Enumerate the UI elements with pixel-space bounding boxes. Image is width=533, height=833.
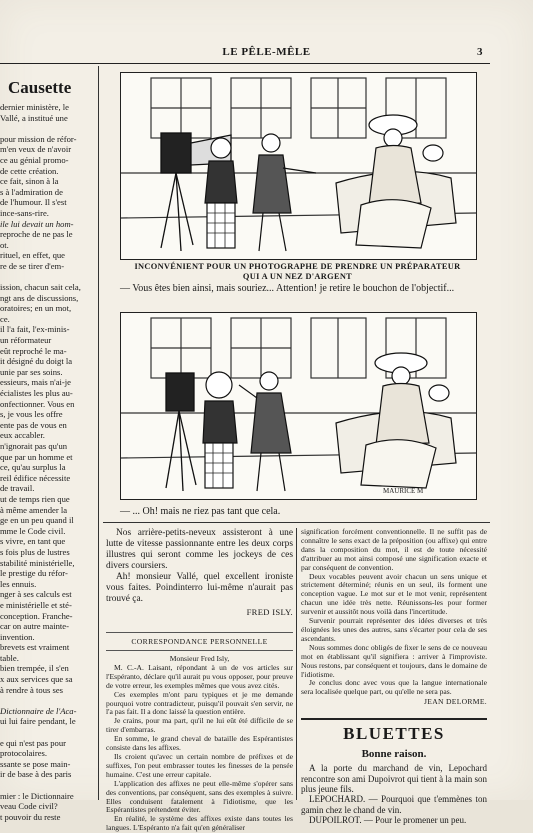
journal-title: LE PÊLE-MÊLE xyxy=(222,46,311,58)
left-column-line: ut de temps rien que xyxy=(0,493,70,504)
left-column-line: reil édifice nécessite xyxy=(0,472,71,483)
caption-title-line-1: INCONVÉNIENT POUR UN PHOTOGRAPHE DE PRENDRE UN PRÉPARATEUR xyxy=(134,262,461,271)
left-column-line: ente pas de vous en xyxy=(0,419,67,430)
left-column-line: à même amender la xyxy=(0,504,68,515)
left-column-line: ssante se pose main- xyxy=(0,758,71,769)
left-column-line: dernier ministère, le xyxy=(0,102,69,112)
left-column-line: ge en un peu quand il xyxy=(0,515,74,526)
bluettes-heading: BLUETTES xyxy=(301,718,487,744)
left-column-line: bien trempée, il s'en xyxy=(0,663,69,674)
left-column-line: e qui n'est pas pour xyxy=(0,737,66,748)
left-column-line xyxy=(0,272,95,283)
left-column-line: un réformateur xyxy=(0,335,52,346)
left-column-line: ngt ans de discussions, xyxy=(0,292,79,303)
article-ending-2: Ah! monsieur Vallé, quel excellent ironiste vous faites. Poindinterro lui-même n'aurait pas trouvé ça. xyxy=(106,572,293,604)
left-column-line: s, je vous les offre xyxy=(0,409,63,420)
left-column-line: écialistes les plus au- xyxy=(0,388,73,399)
caption-title-line-2: QUI A UN NEZ D'ARGENT xyxy=(242,272,353,281)
left-column-line xyxy=(0,727,95,738)
page-number: 3 xyxy=(477,46,483,58)
left-column-line: ile lui devait un hom- xyxy=(0,218,74,229)
left-column-line: s vivre, en tant que xyxy=(0,536,66,547)
left-column-line: ce fait, sinon à la xyxy=(0,176,59,187)
left-column-line: n'ignorait pas qu'un xyxy=(0,441,68,451)
left-column-line: ince-sans-rire. xyxy=(0,207,49,218)
article-ending-1: Nos arrière-petits-neveux assisteront à une lutte de vitesse passionnante entre les deux corps illustres qui seront comme les jockeys de ces divers coursiers. xyxy=(106,528,293,571)
left-column xyxy=(0,68,95,822)
left-column-line: à rendre à tous ses xyxy=(0,684,63,695)
story-paragraph: A la porte du marchand de vin, Lepochard rencontre son ami Dupoivrot qui tient à la main son plus jeune fils. xyxy=(301,763,487,795)
left-column-line: reproche de ne pas le xyxy=(0,229,73,240)
left-column-line: x aux services que sa xyxy=(0,674,73,685)
illustration-signature: MAURICE M xyxy=(383,487,424,495)
right-column xyxy=(301,527,487,826)
left-column-line xyxy=(0,123,95,134)
letter-signature: JEAN DELORME. xyxy=(424,697,487,707)
letter-paragraph: Je crains, pour ma part, qu'il ne lui eût été difficile de se tirer d'embarras. xyxy=(106,716,293,735)
left-column-line: ui lui faire pendant, le xyxy=(0,716,76,727)
left-column-line: mme le Code civil. xyxy=(0,525,66,536)
letter-paragraph: Survenir pourrait représenter des idées diverses et très éloignées les unes des autres, sans s'écarter pour cela de ses ascendants. xyxy=(301,616,487,643)
left-column-line: de cette création. xyxy=(0,165,59,176)
illustration-1-caption-title xyxy=(110,262,485,282)
left-column-line: Dictionnaire de l'Aca- xyxy=(0,705,77,716)
left-column-line: onfectionner. Vous en xyxy=(0,398,75,409)
left-column-line: e ministérielle et sté- xyxy=(0,599,72,610)
story-body xyxy=(301,763,487,825)
left-column-line: essieurs, mais n'ai-je xyxy=(0,377,71,388)
left-column-line: eût reproché le ma- xyxy=(0,345,67,356)
left-column-line: ir de base à des paris xyxy=(0,769,72,780)
left-column-line xyxy=(0,780,95,791)
letter-paragraph: Ils croient qu'avec un certain nombre de préfixes et de suffixes, l'on peut embrasser toutes les finesses de la pensée humaine. C'est une erreur capitale. xyxy=(106,751,293,779)
left-column-line: Vallé, a institué une xyxy=(0,112,68,123)
letter-paragraph: Deux vocables peuvent avoir chacun un sens unique et strictement déterminé; réunis en un seul, ils forment une conception vague. Le mot sur et le mot venir, représentent chacun une idée très nette. Réunissons-les pour former survenir et aussitôt nous voilà dans l'incertitude. xyxy=(301,571,487,617)
left-column-line: invention. xyxy=(0,631,35,642)
left-column-line: ce. xyxy=(0,313,10,324)
left-column-line: de l'humour. Il s'est xyxy=(0,197,67,208)
left-column-line xyxy=(0,695,95,706)
story-paragraph: LEPOCHARD. — Pourquoi que t'emmènes ton gamin chez le chand de vin. xyxy=(301,794,487,815)
letter-continuation xyxy=(301,528,487,697)
middle-column xyxy=(106,528,293,833)
left-column-line: pour mission de réfor- xyxy=(0,133,77,144)
causette-heading: Causette xyxy=(8,78,72,97)
left-column-line: le prestige du réfor- xyxy=(0,568,68,579)
left-column-line: de travail. xyxy=(0,483,35,494)
illustration-2-drawing xyxy=(121,313,476,499)
column-divider xyxy=(98,66,99,800)
letter-paragraph: Nous sommes donc obligés de fixer le sens de ce nouveau mot en établissant qu'il signifiera : arriver à l'improviste. Nous restons, par conséquent et toujours, dans le domaine de l'idiotisme. xyxy=(301,642,487,679)
left-column-line: unie par ses soins. xyxy=(0,366,63,377)
letter-paragraph: M. C.-A. Laisant, répondant à un de vos articles sur l'Espéranto, déclare qu'il aurait pu vous opposer, pour preuve de votre erreur, les exemples mêmes que vous avez cités. xyxy=(106,662,293,690)
letter-paragraph: En réalité, le système des affixes existe dans toutes les langues. L'Espéranto n'a fait qu'en généraliser xyxy=(106,814,293,833)
illustration-photographer-2 xyxy=(120,312,477,500)
left-column-line: ot. xyxy=(0,239,9,250)
letter-paragraph: Je conclus donc avec vous que la langue internationale sera localisée quelque part, ou qu'elle ne sera pas. xyxy=(301,678,487,697)
illustration-1-caption: — Vous êtes bien ainsi, mais souriez... Attention! je retire le bouchon de l'objectif... xyxy=(120,283,455,294)
article-signature: FRED ISLY. xyxy=(246,607,293,617)
correspondance-heading: CORRESPONDANCE PERSONNELLE xyxy=(106,632,293,651)
section-rule xyxy=(103,522,490,523)
illustration-1-drawing xyxy=(121,73,476,259)
left-column-line: ce au génial promo- xyxy=(0,154,69,165)
left-column-line: s fois plus de lustres xyxy=(0,546,70,557)
left-column-line: mier : le Dictionnaire xyxy=(0,790,74,801)
letter-body xyxy=(106,655,293,833)
left-column-line: oratoires; en un mot, xyxy=(0,303,72,314)
letter-paragraph: L'application des affixes ne peut elle-même s'opérer sans des conventions, par conséquent, sans des exemples à suivre. Elles conduisent fatalement à l'idiotisme, que les Espérantistes prétendent éviter. xyxy=(106,778,293,815)
masthead xyxy=(0,46,533,62)
left-column-line: nger à ses calculs est xyxy=(0,589,72,600)
illustration-2-caption: — ... Oh! mais ne riez pas tant que cela. xyxy=(120,506,281,517)
left-column-line: re de se tirer d'em- xyxy=(0,260,65,271)
left-column-line: rituel, en effet, que xyxy=(0,250,65,261)
left-column-line: il l'a fait, l'ex-minis- xyxy=(0,324,70,335)
letter-paragraph: Ces exemples m'ont paru typiques et je me demande pourquoi votre contradicteur, puisqu'il pouvait s'en servir, ne l'a pas fait. Il a donc laissé la question entière. xyxy=(106,689,293,717)
letter-paragraph: signification forcément conventionnelle. Il ne suffit pas de connaître le sens exact de la préposition (ou affixe) qui entre dans la composition du mot, il est de toute nécessité d'attribuer au mot ainsi composé une signification exacte et par conséquent de convention. xyxy=(301,527,487,572)
letter-salutation: Monsieur Fred Isly, xyxy=(169,654,230,663)
left-column-line: it désigné du doigt la xyxy=(0,356,73,367)
left-column-line: veau Code civil? xyxy=(0,801,58,812)
left-column-line: eux accabler. xyxy=(0,430,45,441)
illustration-photographer-1 xyxy=(120,72,477,260)
left-column-line: brevets est vraiment xyxy=(0,642,70,653)
masthead-rule xyxy=(0,63,490,64)
left-column-line: car on autre mainte- xyxy=(0,621,69,632)
left-column-line: conception. Franche- xyxy=(0,610,73,621)
left-column-line: que par un homme et xyxy=(0,451,73,462)
left-column-text xyxy=(0,102,95,822)
story-paragraph: DUPOILROT. — Pour le promener un peu. xyxy=(309,815,467,826)
left-column-line: stabilité ministérielle, xyxy=(0,557,75,568)
left-column-line: ce, qu'au surplus la xyxy=(0,462,66,473)
left-column-line: s à l'admiration de xyxy=(0,186,63,197)
left-column-line: m'en veux de n'avoir xyxy=(0,144,72,155)
left-column-line: t pouvoir du reste xyxy=(0,811,61,822)
left-column-line: ission, chacun sait cela, xyxy=(0,282,81,293)
left-column-line: protocolaires. xyxy=(0,748,48,759)
letter-paragraph: En somme, le grand cheval de bataille des Espérantistes consiste dans les affixes. xyxy=(106,734,293,753)
left-column-line: table. xyxy=(0,652,19,663)
story-title: Bonne raison. xyxy=(361,748,427,761)
left-column-line: les ennuis. xyxy=(0,578,37,589)
column-divider-2 xyxy=(296,528,297,800)
